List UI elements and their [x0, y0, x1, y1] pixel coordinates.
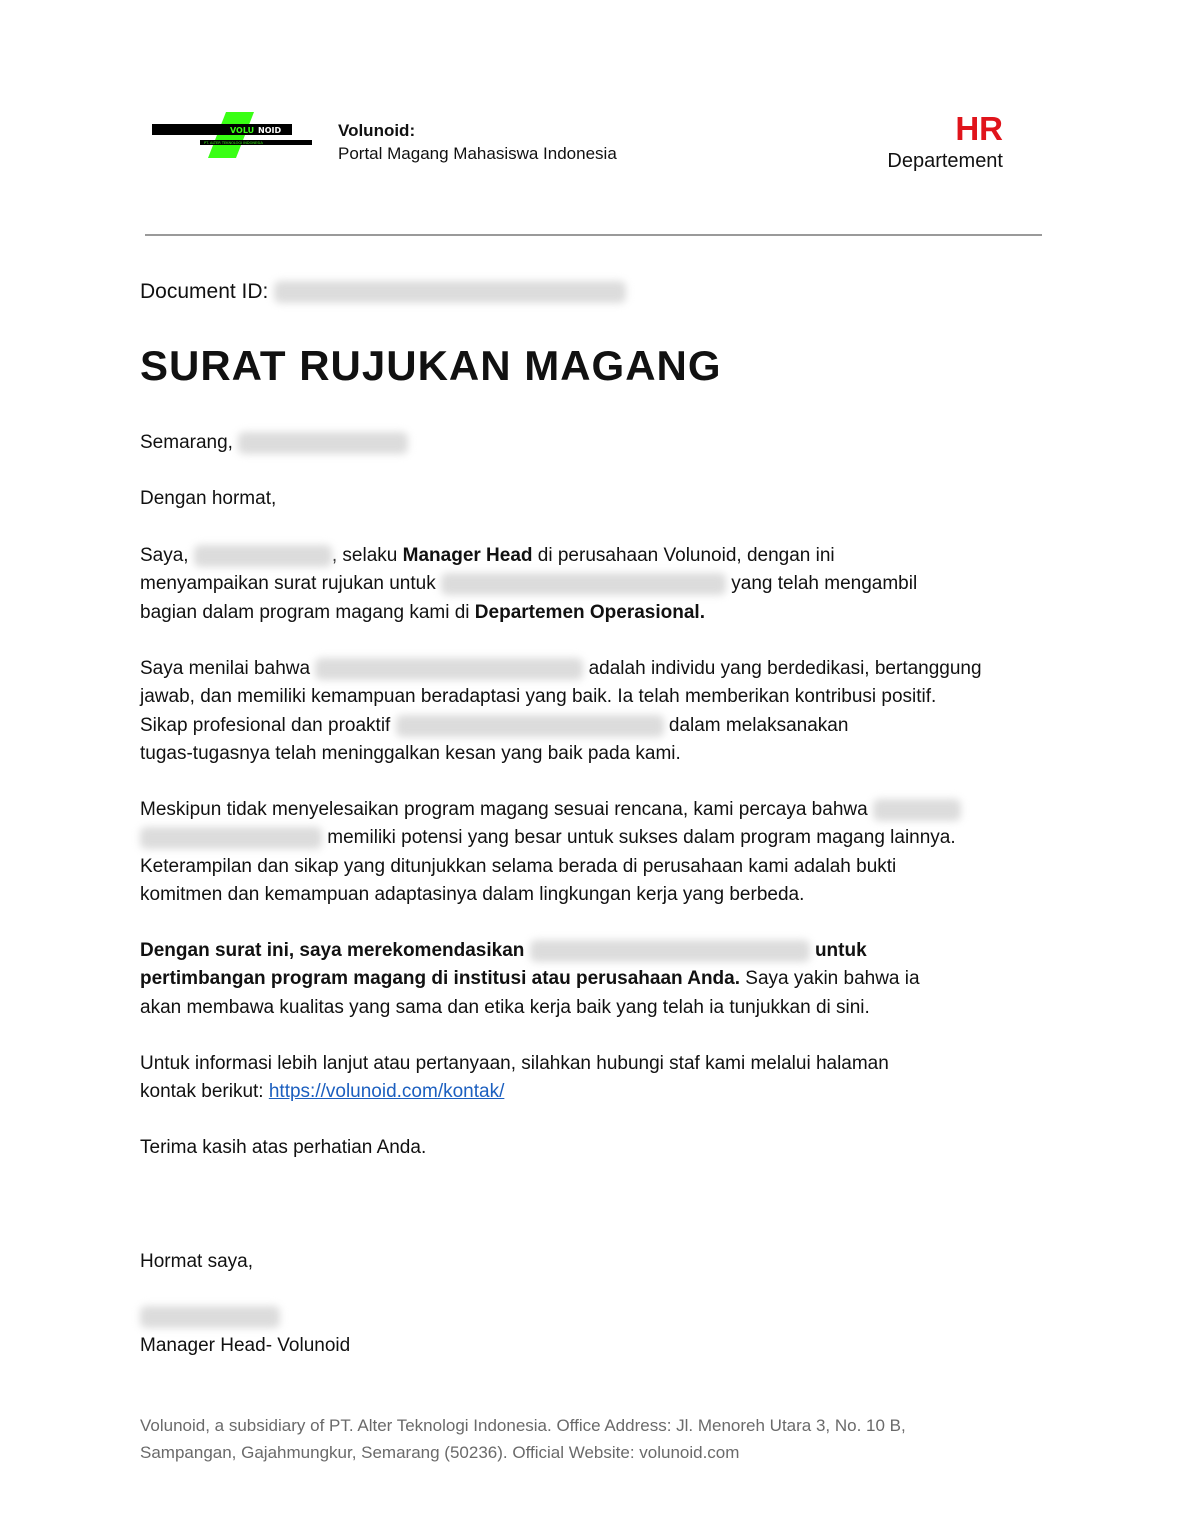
paragraph-potential [140, 796, 1055, 910]
text-span: Saya yakin bahwa ia [740, 968, 920, 990]
paragraph-line [140, 712, 1055, 740]
paragraph-line [140, 1078, 1055, 1106]
document-id [140, 280, 626, 304]
text-span: dalam melaksanakan [663, 714, 849, 736]
text-span: Saya menilai bahwa [140, 658, 316, 679]
redacted-student-name [441, 573, 726, 595]
paragraph-assessment [140, 655, 1055, 769]
paragraph-intro [140, 542, 1055, 627]
bold-manager-head: Manager Head [402, 545, 533, 566]
signoff: Hormat saya, [140, 1251, 253, 1272]
redacted-manager-name [194, 545, 332, 567]
redacted-student-name [530, 940, 810, 962]
paragraph-line [140, 937, 1055, 965]
paragraph-line: jawab, dan memiliki kemampuan beradaptasi yang baik. Ia telah memberikan kontribusi positif. [140, 686, 937, 708]
brand-name: Volunoid: [338, 121, 416, 140]
paragraph-contact [140, 1050, 1055, 1107]
paragraph-line: tugas-tugasnya telah meninggalkan kesan yang baik pada kami. [140, 743, 681, 765]
text-span: bagian dalam program magang kami di [140, 601, 475, 623]
bold-text: untuk [809, 940, 867, 961]
text-span: Meskipun tidak menyelesaikan program magang sesuai rencana, kami percaya bahwa [140, 799, 873, 820]
redacted-document-id [274, 281, 626, 303]
paragraph-line [140, 655, 1055, 683]
paragraph-line: komitmen dan kemampuan adaptasinya dalam lingkungan kerja yang berbeda. [140, 884, 805, 906]
text-span: Sikap profesional dan proaktif [140, 714, 396, 736]
document-id-label: Document ID: [140, 280, 269, 303]
redacted-date [238, 432, 408, 454]
svg-text:PT. ALTER TEKNOLOGI INDONESIA: PT. ALTER TEKNOLOGI INDONESIA [204, 141, 263, 145]
text-span: menyampaikan surat rujukan untuk [140, 573, 441, 595]
paragraph-line [140, 599, 1055, 627]
bold-text: Dengan surat ini, saya merekomendasikan [140, 940, 530, 961]
paragraph-line [140, 796, 1055, 824]
footer-line: Sampangan, Gajahmungkur, Semarang (50236). Official Website: volunoid.com [140, 1443, 740, 1462]
paragraph-line [140, 824, 1055, 852]
place-date [140, 429, 1055, 457]
text-span: adalah individu yang berdedikasi, bertanggung [583, 658, 982, 679]
paragraph-line [140, 542, 1055, 570]
department-label: Departement [887, 150, 1003, 172]
paragraph-recommendation [140, 937, 1055, 1022]
contact-link[interactable]: https://volunoid.com/kontak/ [268, 1081, 505, 1103]
header-divider [145, 234, 1042, 236]
bold-text: pertimbangan program magang di institusi atau perusahaan Anda. [140, 968, 741, 990]
redacted-signer-name [140, 1306, 280, 1328]
svg-text:VOLU: VOLU [230, 126, 255, 135]
text-span: yang telah mengambil [726, 573, 918, 595]
brand-tagline: Portal Magang Mahasiswa Indonesia [338, 144, 617, 163]
hr-label: HR [955, 110, 1003, 147]
footer-address [140, 1412, 1040, 1466]
text-span: Saya, [140, 545, 194, 566]
closing-thanks: Terima kasih atas perhatian Anda. [140, 1137, 427, 1158]
redacted-student-name [140, 827, 322, 849]
svg-text:NOID: NOID [258, 126, 282, 135]
greeting: Dengan hormat, [140, 488, 277, 509]
footer-line: Volunoid, a subsidiary of PT. Alter Teknologi Indonesia. Office Address: Jl. Menoreh Utara 3, No. 10 B, [140, 1416, 906, 1435]
letter-title: SURAT RUJUKAN MAGANG [140, 342, 722, 389]
text-span: di perusahaan Volunoid, dengan ini [532, 545, 835, 566]
paragraph-line: akan membawa kualitas yang sama dan etika kerja baik yang telah ia tunjukkan di sini. [140, 996, 870, 1018]
redacted-student-name [873, 799, 961, 821]
volunoid-logo-graphic [150, 110, 320, 160]
text-span: kontak berikut: [140, 1081, 269, 1103]
volunoid-logo [150, 110, 320, 160]
paragraph-line: Keterampilan dan sikap yang ditunjukkan selama berada di perusahaan kami adalah bukti [140, 855, 897, 877]
paragraph-line: Untuk informasi lebih lanjut atau pertanyaan, silahkan hubungi staf kami melalui halaman [140, 1053, 889, 1074]
redacted-student-name [315, 658, 583, 680]
paragraph-line [140, 570, 1055, 598]
text-span: , selaku [331, 545, 403, 566]
signer-title: Manager Head- Volunoid [140, 1335, 351, 1356]
text-span: memiliki potensi yang besar untuk sukses dalam program magang lainnya. [322, 827, 956, 849]
redacted-student-name [396, 715, 664, 737]
signer-name-line [140, 1303, 1055, 1331]
bold-department: Departemen Operasional. [474, 601, 705, 623]
place-label: Semarang, [140, 432, 233, 453]
paragraph-line [140, 965, 1055, 993]
